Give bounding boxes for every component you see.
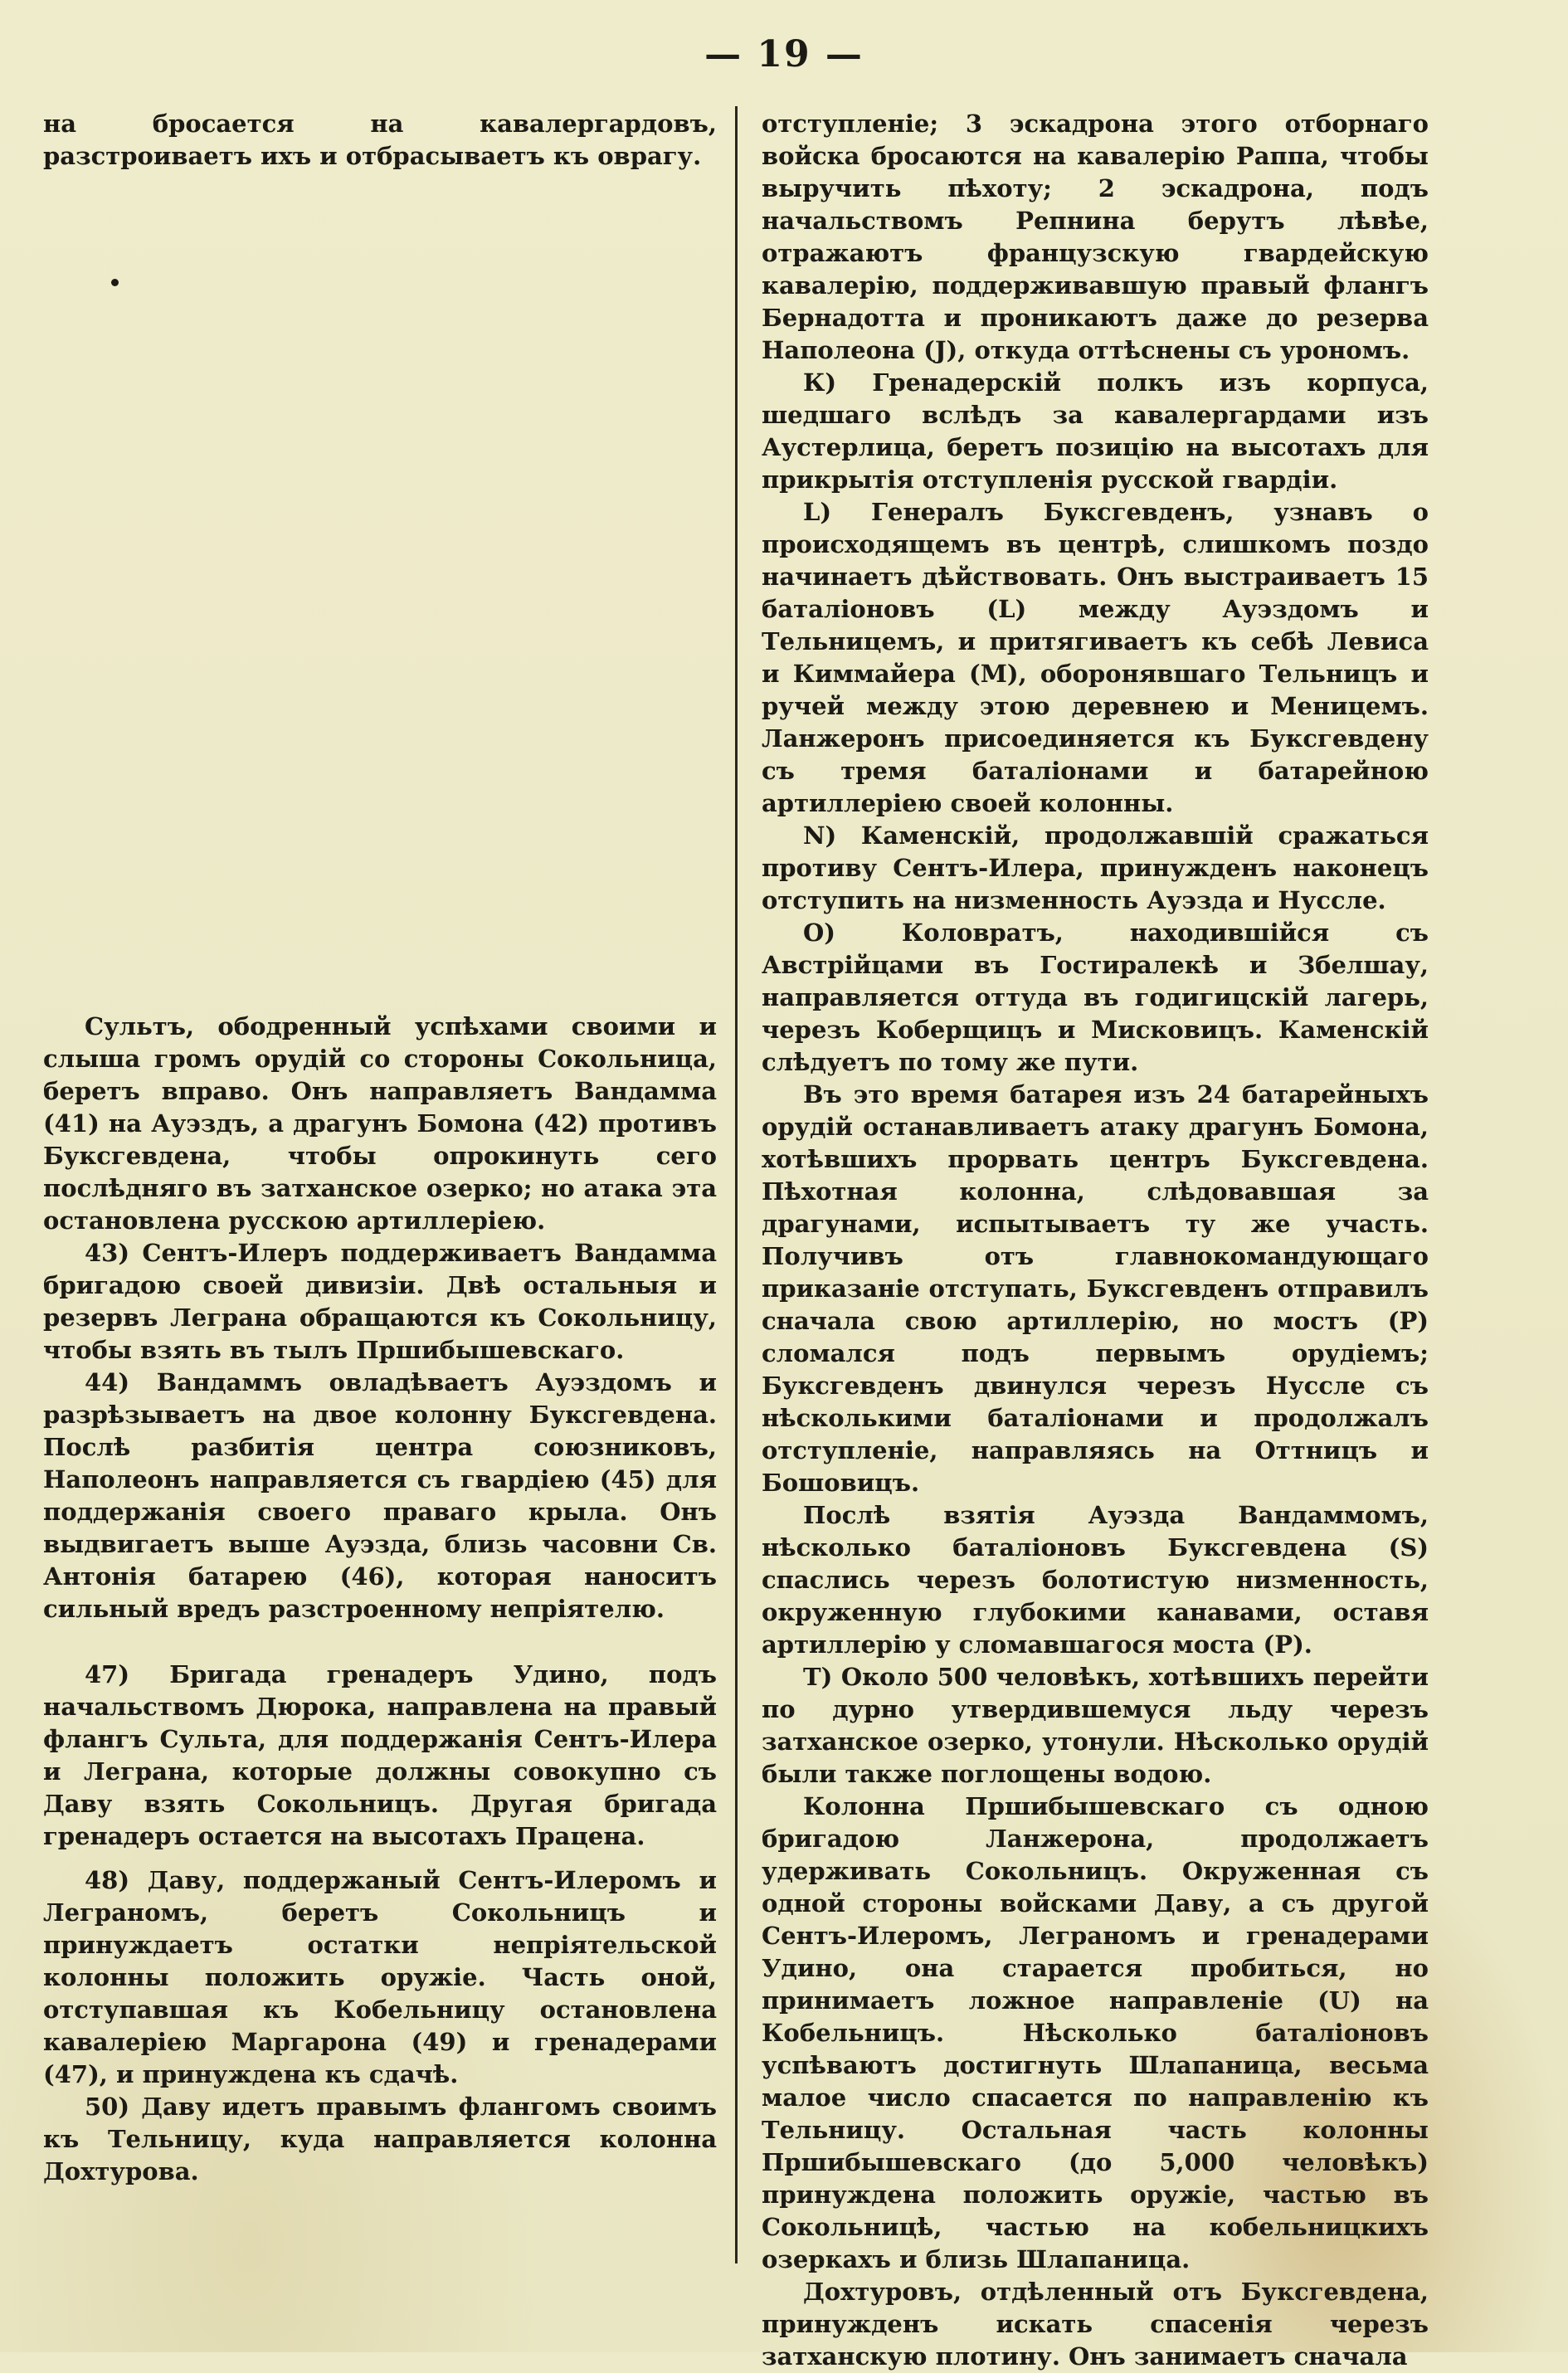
paragraph: Дохтуровъ, отдѣленный отъ Буксгевдена, принужденъ искать спасенія черезъ затханскую плотину. Онъ занимаетъ сначала [762,2278,1429,2371]
paragraph: N) Каменскій, продолжавшій сражаться противу Сентъ-Илера, принужденъ наконецъ отступить на низменность Ауэзда и Нуссле. [762,821,1429,914]
paragraph: Въ это время батарея изъ 24 батарейныхъ орудій останавливаетъ атаку драгунъ Бомона, хотѣвшихъ прорвать центръ Буксгевдена. Пѣхотная колонна, слѣдовавшая за драгунами, испытываетъ ту же участь. Получивъ отъ главнокомандующаго приказаніе отступать, Буксгевденъ отправилъ сначала свою артиллерію, но мостъ (P) сломался подъ первымъ орудіемъ; Буксгевденъ двинулся черезъ Нуссле съ нѣсколькими баталіонами и продолжалъ отступленіе, направляясь на Оттницъ и Бошовицъ. [762,1080,1429,1497]
paragraph: отступленіе; 3 эскадрона этого отборнаго войска бросаются на кавалерію Раппа, чтобы выручить пѣхоту; 2 эскадрона, подъ начальствомъ Репнина берутъ лѣвѣе, отражаютъ французскую гвардейскую кавалерію, поддерживавшую правый флангъ Бернадотта и проникаютъ даже до резерва Наполеона (J), откуда оттѣснены съ урономъ. [762,110,1429,364]
paragraph: 47) Бригада гренадеръ Удино, подъ начальствомъ Дюрока, направлена на правый флангъ Сульта, для поддержанія Сентъ-Илера и Леграна, которые должны совокупно съ Даву взять Сокольницъ. Другая бригада гренадеръ остается на высотахъ Працена. [43,1660,717,1850]
paragraph: 44) Вандаммъ овладѣваетъ Ауэздомъ и разрѣзываетъ на двое колонну Буксгевдена. Послѣ разбитія центра союзниковъ, Наполеонъ направляется съ гвардіею (45) для поддержанія своего праваго крыла. Онъ выдвигаетъ выше Ауэзда, близь часовни Св. Антонія батарею (46), которая наноситъ сильный вредъ разстроенному непріятелю. [43,1368,717,1623]
paragraph: 43) Сентъ-Илеръ поддерживаетъ Вандамма бригадою своей дивизіи. Двѣ остальныя и резервъ Леграна обращаются къ Сокольницу, чтобы взять въ тылъ Пршибышевскаго. [43,1239,717,1364]
paragraph: Послѣ взятія Ауэзда Вандаммомъ, нѣсколько баталіоновъ Буксгевдена (S) спаслись черезъ болотистую низменность, окруженную глубокими канавами, оставя артиллерію у сломавшагося моста (P). [762,1501,1429,1659]
paragraph: T) Около 500 человѣкъ, хотѣвшихъ перейти по дурно утвердившемуся льду черезъ затханское озерко, утонули. Нѣсколько орудій были также поглощены водою. [762,1663,1429,1788]
column-divider [735,106,738,2263]
paragraph: на бросается на кавалергардовъ, разстроиваетъ ихъ и отбрасываетъ къ оврагу. [43,110,717,170]
paragraph: К) Гренадерскій полкъ изъ корпуса, шедшаго вслѣдъ за кавалергардами изъ Аустерлица, беретъ позицію на высотахъ для прикрытія отступленія русской гвардіи. [762,368,1429,494]
paragraph: Сультъ, ободренный успѣхами своими и слыша громъ орудій со стороны Сокольница, беретъ вправо. Онъ направляетъ Вандамма (41) на Ауэздъ, а драгунъ Бомона (42) противъ Буксгевдена, чтобы опрокинуть сего послѣдняго въ затханское озерко; но атака эта остановлена русскою артиллеріею. [43,1012,717,1235]
left-column [43,108,717,2188]
paragraph: 50) Даву идетъ правымъ флангомъ своимъ къ Тельницу, куда направляется колонна Дохтурова. [43,2093,717,2185]
paragraph: Колонна Пршибышевскаго съ одною бригадою Ланжерона, продолжаетъ удерживать Сокольницъ. Окруженная съ одной стороны войсками Даву, а съ другой Сентъ-Илеромъ, Леграномъ и гренадерами Удино, она старается пробиться, но принимаетъ ложное направленіе (U) на Кобельницъ. Нѣсколько баталіоновъ успѣваютъ достигнуть Шлапаница, весьма малое число спасается по направленію къ Тельницу. Остальная часть колонны Пршибышевскаго (до 5,000 человѣкъ) принуждена положить оружіе, частью въ Сокольницѣ, частью на кобельницкихъ озеркахъ и близь Шлапаница. [762,1792,1429,2273]
paragraph: 48) Даву, поддержаный Сентъ-Илеромъ и Леграномъ, беретъ Сокольницъ и принуждаетъ остатки непріятельской колонны положить оружіе. Часть оной, отступавшая къ Кобельницу остановлена кавалеріею Маргарона (49) и гренадерами (47), и принуждена къ сдачѣ. [43,1866,717,2088]
right-column [762,108,1429,2373]
paragraph: O) Коловратъ, находившійся съ Австрійцами въ Гостиралекѣ и Збелшау, направляется оттуда въ годигицскій лагерь, черезъ Коберщицъ и Мисковицъ. Каменскій слѣдуетъ по тому же пути. [762,919,1429,1076]
paragraph: L) Генералъ Буксгевденъ, узнавъ о происходящемъ въ центрѣ, слишкомъ поздо начинаетъ дѣйствовать. Онъ выстраиваетъ 15 баталіоновъ (L) между Ауэздомъ и Тельницемъ, и притягиваетъ къ себѣ Левиса и Киммайера (M), оборонявшаго Тельницъ и ручей между этою деревнею и Меницемъ. Ланжеронъ присоединяется къ Буксгевдену съ тремя баталіонами и батарейною артиллеріею своей колонны. [762,498,1429,817]
page-number: — 19 — [704,33,864,76]
